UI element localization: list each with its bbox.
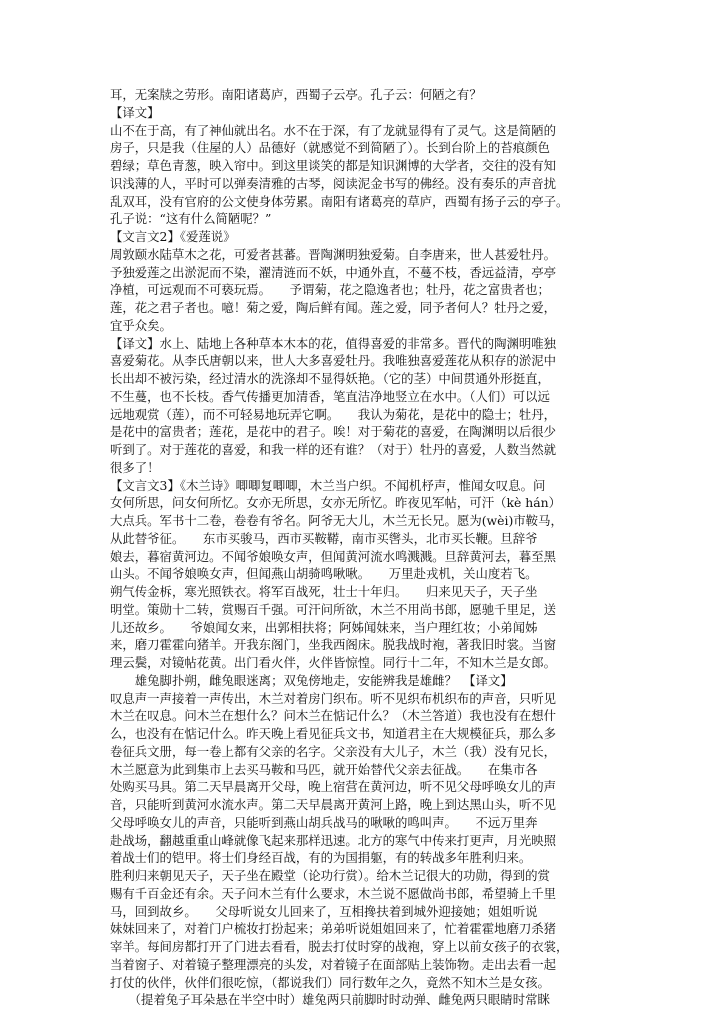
text-line: 雄兔脚扑朔，雌兔眼迷离；双兔傍地走，安能辨我是雄雌？ 【译文】 xyxy=(110,672,513,688)
text-line: 么，也没有在惦记什么。昨天晚上看见征兵文书，知道君主在大规模征兵，那么多 xyxy=(110,726,557,741)
text-line: 山头。不闻爷娘唤女声，但闻燕山胡骑鸣啾啾。 万里赴戎机，关山度若飞。 xyxy=(110,566,538,582)
text-line: 娘去，暮宿黄河边。不闻爷娘唤女声，但闻黄河流水鸣溅溅。旦辞黄河去，暮至黑 xyxy=(110,548,557,564)
text-line: 理云鬓，对镜帖花黄。出门看火伴，火伴皆惊惶。同行十二年，不知木兰是女郎。 xyxy=(110,655,557,670)
text-line: 女何所思，问女何所忆。女亦无所思，女亦无所忆。昨夜见军帖，可汗（kè hán） xyxy=(110,495,562,511)
text-line: 朔气传金柝，寒光照铁衣。将军百战死，壮士十年归。 归来见天子，天子坐 xyxy=(110,584,538,599)
text-line: 当着窗子、对着镜子整理漂亮的头发，对着镜子在面部贴上装饰物。走出去看一起 xyxy=(110,956,557,972)
text-line: 孔子说：“这有什么简陋呢？” xyxy=(110,211,272,227)
text-line: 木兰愿意为此到集市上去买马鞍和马匹，就开始替代父亲去征战。 在集市各 xyxy=(110,761,538,777)
text-line: 房子，只是我（住屋的人）品德好（就感觉不到简陋了）。长到台阶上的苔痕颜色 xyxy=(110,140,550,156)
text-line: 从此替爷征。 东市买骏马，西市买鞍鞯，南市买辔头，北市买长鞭。旦辞爷 xyxy=(110,530,538,546)
text-line: 儿还故乡。 爷娘闻女来，出郭相扶将；阿姊闻妹来，当户理红妆；小弟闻姊 xyxy=(110,619,538,635)
text-line: 不生蔓，也不长枝。香气传播更加清香，笔直洁净地竖立在水中。（人们）可以远 xyxy=(110,388,550,404)
text-line: 莲，花之君子者也。噫！菊之爱，陶后鲜有闻。莲之爱，同予者何人？牡丹之爱， xyxy=(110,300,557,315)
text-line: 耳，无案牍之劳形。南阳诸葛庐，西蜀子云亭。孔子云：何陋之有？ xyxy=(110,87,482,102)
section-heading: 【译文】 xyxy=(110,104,160,120)
text-line: 宰羊。每间房都打开了门进去看看，脱去打仗时穿的战袍，穿上以前女孩子的衣裳， xyxy=(110,939,569,954)
document-page xyxy=(110,86,624,1009)
text-line: 长出却不被污染，经过清水的洗涤却不显得妖艳。（它的茎）中间贯通外形挺直， xyxy=(110,371,550,386)
text-line: 听到了。对于莲花的喜爱，和我一样的还有谁？（对于）牡丹的喜爱，人数当然就 xyxy=(110,442,557,457)
text-line: 打仗的伙伴，伙伴们很吃惊，（都说我们）同行数年之久，竟然不知木兰是女孩。 xyxy=(110,974,550,990)
text-line: 音，只能听到黄河水流水声。第二天早晨离开黄河上路，晚上到达黑山头，听不见 xyxy=(110,797,557,812)
text-line: 宜乎众矣。 xyxy=(110,317,172,333)
text-line: 处购买马具。第二天早晨离开父母，晚上宿营在黄河边，听不见父母呼唤女儿的声 xyxy=(110,779,557,795)
text-line: 卷征兵文册，每一卷上都有父亲的名字。父亲没有大儿子，木兰（我）没有兄长， xyxy=(110,743,557,759)
text-line: 明堂。策勋十二转，赏赐百千强。可汗问所欲，木兰不用尚书郎，愿驰千里足，送 xyxy=(110,601,557,617)
text-line: 乱双耳，没有官府的公文使身体劳累。南阳有诸葛亮的草庐，西蜀有扬子云的亭子。 xyxy=(110,193,569,209)
text-line: 着战士们的铠甲。将士们身经百战，有的为国捐躯，有的转战多年胜利归来。 xyxy=(110,850,532,866)
text-line: 远地观赏（莲），而不可轻易地玩弄它啊。 我认为菊花，是花中的隐士；牡丹， xyxy=(110,406,557,422)
text-line: 来，磨刀霍霍向猪羊。开我东阁门，坐我西阁床。脱我战时袍，著我旧时裳。当窗 xyxy=(110,637,557,653)
text-line: 妹妹回来了，对着门户梳妆打扮起来；弟弟听说姐姐回来了，忙着霍霍地磨刀杀猪 xyxy=(110,921,557,937)
text-line: 胜利归来朝见天子，天子坐在殿堂（论功行赏）。给木兰记很大的功勋，得到的赏 xyxy=(110,868,550,883)
text-line: 很多了！ xyxy=(110,459,160,475)
text-line: 赐有千百金还有余。天子问木兰有什么要求，木兰说不愿做尚书郎，希望骑上千里 xyxy=(110,885,557,901)
text-line: 周敦颐水陆草木之花，可爱者甚蕃。晋陶渊明独爱菊。自李唐来，世人甚爱牡丹。 xyxy=(110,246,557,262)
text-line: 木兰在叹息。问木兰在想什么？问木兰在惦记什么？（木兰答道）我也没有在想什 xyxy=(110,708,557,724)
text-line: 净植，可远观而不可亵玩焉。 予谓菊，花之隐逸者也；牡丹，花之富贵者也； xyxy=(110,282,550,298)
text-line: 予独爱莲之出淤泥而不染，濯清涟而不妖，中通外直，不蔓不枝，香远益清，亭亭 xyxy=(110,264,557,280)
section-heading: 【文言文2】《爱莲说》 xyxy=(110,229,236,244)
text-line: 碧绿；草色青葱，映入帘中。到这里谈笑的都是知识渊博的大学者，交往的没有知 xyxy=(110,158,557,173)
text-line: 马，回到故乡。 父母听说女儿回来了，互相搀扶着到城外迎接她；姐姐听说 xyxy=(110,903,538,919)
text-line: 大点兵。军书十二卷，卷卷有爷名。阿爷无大儿，木兰无长兄。愿为(wèi)市鞍马， xyxy=(110,513,563,528)
text-line: 赴战场，翻越重重山峰就像飞起来那样迅速。北方的寒气中传来打更声，月光映照 xyxy=(110,832,557,848)
text-line: 识浅薄的人，平时可以弹奏清雅的古琴，阅读泥金书写的佛经。没有奏乐的声音扰 xyxy=(110,175,557,191)
text-line: 喜爱菊花。从李氏唐朝以来，世人大多喜爱牡丹。我唯独喜爱莲花从积存的淤泥中 xyxy=(110,353,557,369)
text-line: 叹息声一声接着一声传出，木兰对着房门织布。听不见织布机织布的声音，只听见 xyxy=(110,690,557,706)
text-line: 是花中的富贵者；莲花，是花中的君子。唉！对于菊花的喜爱，在陶渊明以后很少 xyxy=(110,424,557,440)
text-line: 【译文】水上、陆地上各种草本木本的花，值得喜爱的非常多。晋代的陶渊明唯独 xyxy=(110,335,557,351)
text-line: 山不在于高，有了神仙就出名。水不在于深，有了龙就显得有了灵气。这是简陋的 xyxy=(110,122,557,138)
text-line: 父母呼唤女儿的声音，只能听到燕山胡兵战马的啾啾的鸣叫声。 不远万里奔 xyxy=(110,814,538,830)
text-line: （提着兔子耳朵悬在半空中时）雄兔两只前脚时时动弹、雌兔两只眼睛时常眯 xyxy=(110,992,550,1008)
text-line: 【文言文3】《木兰诗》唧唧复唧唧，木兰当户织。不闻机杼声，惟闻女叹息。问 xyxy=(110,477,546,493)
